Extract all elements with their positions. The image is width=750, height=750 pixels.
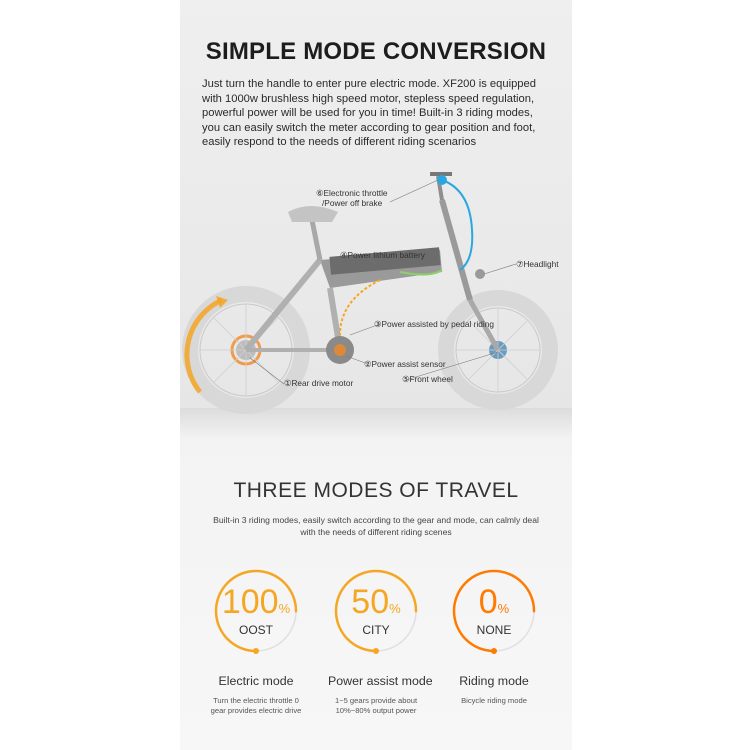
callout-rear-motor: ①Rear drive motor	[284, 378, 354, 388]
mode-value: 0%	[478, 583, 510, 621]
mode-electric	[208, 568, 304, 716]
mode-description: Turn the electric throttle 0 gear provides electric drive	[210, 696, 302, 715]
mode-value: 50%	[351, 583, 401, 621]
mode-ring	[333, 568, 419, 654]
section-title-simple-mode: SIMPLE MODE CONVERSION	[205, 38, 547, 65]
section-title-three-modes: THREE MODES OF TRAVEL	[233, 479, 519, 502]
mode-label: NONE	[476, 623, 512, 637]
mode-riding	[446, 568, 542, 706]
mode-value: 100%	[221, 583, 291, 621]
mode-description: 1~5 gears provide about 10%~80% output power	[334, 696, 418, 715]
mode-ring	[213, 568, 299, 654]
callout-sensor: ②Power assist sensor	[364, 359, 446, 369]
mode-power-assist	[328, 568, 433, 716]
callout-front-wheel: ⑤Front wheel	[402, 374, 453, 384]
product-panel	[180, 0, 572, 750]
callout-headlight: ⑦Headlight	[516, 259, 559, 269]
callout-throttle-line2: /Power off brake	[322, 198, 383, 208]
section-description: Just turn the handle to enter pure electric mode. XF200 is equipped with 1000w brushless high speed motor, stepless speed regulation, powerful power will be used for you in time! Built-in 3 riding modes, you can easily switch the meter according to gear position and foot, easily respond to the needs of different riding scenarios	[202, 78, 536, 149]
mode-label: OOST	[238, 623, 273, 637]
section-description-modes: Built-in 3 riding modes, easily switch according to the gear and mode, can calmly deal with the needs of different riding scenes	[213, 515, 539, 537]
callout-throttle-line1: ⑥Electronic throttle	[316, 188, 388, 198]
mode-title: Electric mode	[218, 674, 294, 688]
mode-label: CITY	[362, 623, 390, 637]
callout-throttle	[316, 188, 388, 208]
mode-description: Bicycle riding mode	[461, 696, 527, 705]
mode-ring	[451, 568, 537, 654]
callout-battery: ④Power lithium battery	[340, 250, 425, 260]
mode-title: Power assist mode	[328, 674, 433, 688]
mode-title: Riding mode	[459, 674, 529, 688]
callout-pedal: ③Power assisted by pedal riding	[374, 319, 494, 329]
